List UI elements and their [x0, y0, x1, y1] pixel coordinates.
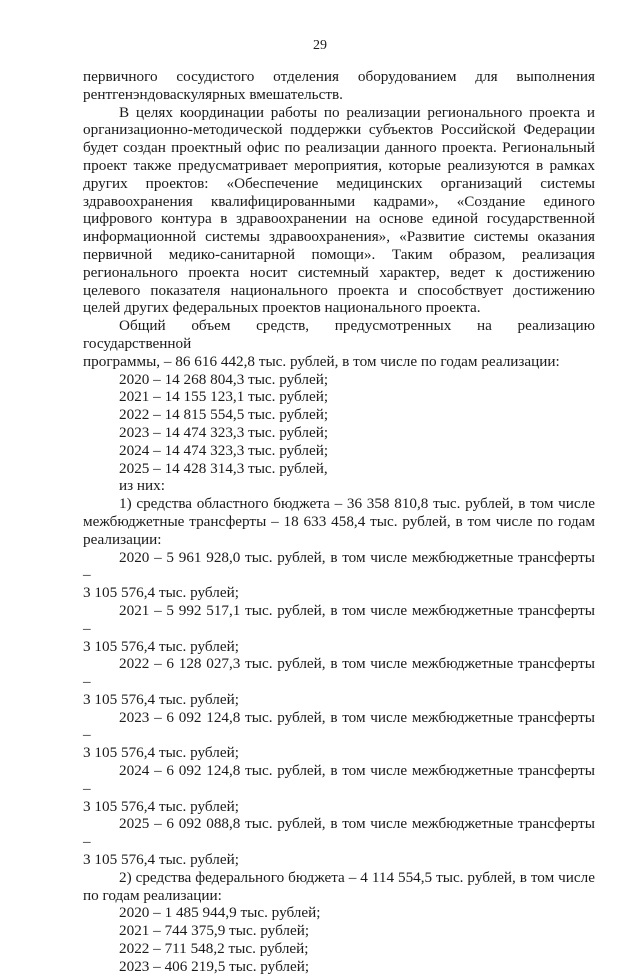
regional-year-transfers: 3 105 576,4 тыс. рублей; [83, 851, 239, 869]
regional-budget-first-line: 1) средства областного бюджета – 36 358 810,8 тыс. рублей, в том числе [119, 495, 595, 513]
list-item: 2020 – 1 485 944,9 тыс. рублей; [119, 904, 321, 922]
regional-year-line: 2020 – 5 961 928,0 тыс. рублей, в том числе межбюджетные трансферты – [83, 548, 595, 584]
regional-year-transfers: 3 105 576,4 тыс. рублей; [83, 690, 239, 708]
regional-year-line: 2024 – 6 092 124,8 тыс. рублей, в том числе межбюджетные трансферты – [83, 762, 595, 797]
list-item: 2025 – 14 428 314,3 тыс. рублей, [119, 459, 328, 477]
paragraph-total-funding-line-2: программы, – 86 616 442,8 тыс. рублей, в том числе по годам реализации: [83, 352, 560, 370]
regional-year-transfers: 3 105 576,4 тыс. рублей; [83, 744, 239, 762]
regional-budget-line-2: межбюджетные трансферты – 18 633 458,4 тыс. рублей, в том числе по годам [83, 512, 595, 530]
federal-budget-line-2: по годам реализации: [83, 886, 222, 904]
regional-year-transfers: 3 105 576,4 тыс. рублей; [83, 584, 239, 602]
paragraph-coordination-first-line: В целях координации работы по реализации регионального проекта и [119, 103, 595, 121]
federal-budget-first-line: 2) средства федерального бюджета – 4 114 554,5 тыс. рублей, в том числе [119, 868, 595, 886]
list-item: 2022 – 14 815 554,5 тыс. рублей; [119, 406, 329, 424]
regional-year-line: 2021 – 5 992 517,1 тыс. рублей, в том числе межбюджетные трансферты – [83, 601, 595, 637]
regional-year-transfers: 3 105 576,4 тыс. рублей; [83, 797, 239, 815]
paragraph-total-funding-first-line: Общий объем средств, предусмотренных на реализацию государственной [83, 317, 595, 352]
list-item: 2022 – 711 548,2 тыс. рублей; [119, 940, 309, 958]
page-number: 29 [313, 38, 327, 53]
regional-year-line: 2025 – 6 092 088,8 тыс. рублей, в том числе межбюджетные трансферты – [83, 815, 595, 851]
list-item: 2023 – 406 219,5 тыс. рублей; [119, 957, 310, 975]
total-funding-by-year-list [83, 371, 595, 496]
federal-funding-by-year-list [83, 904, 595, 975]
paragraph-continuation-line-2: рентгенэндоваскулярных вмешательств. [83, 85, 343, 103]
regional-year-line: 2022 – 6 128 027,3 тыс. рублей, в том числе межбюджетные трансферты – [83, 655, 595, 691]
document-body [83, 68, 595, 976]
paragraph-continuation-line-1: первичного сосудистого отделения оборудованием для выполнения [83, 68, 595, 85]
paragraph-coordination-body: организационно-методической поддержки субъектов Российской Федерации будет создан проектный офис по реализации данного проекта. Региональный проект также предусматривает мероприятия, которые реализуются в рамках других проектов: «Обеспечение медицинских организаций системы здравоохранения квалифицированными кадрами», «Создание единого цифрового контура в здравоохранении на основе единой государственной информационной системы здравоохранения», «Развитие системы оказания первичной медико-санитарной помощи». Таким образом, реализация регионального проекта носит системный характер, ведет к достижению целевого показателя национального проекта и способствует достижению целей других федеральных проектов национального проекта. [83, 121, 595, 317]
list-item: из них: [119, 477, 165, 495]
regional-budget-line-3: реализации: [83, 530, 162, 548]
list-item: 2021 – 744 375,9 тыс. рублей; [119, 922, 310, 940]
list-item: 2023 – 14 474 323,3 тыс. рублей; [119, 423, 329, 441]
list-item: 2021 – 14 155 123,1 тыс. рублей; [119, 388, 329, 406]
list-item: 2020 – 14 268 804,3 тыс. рублей; [119, 370, 329, 388]
regional-year-line: 2023 – 6 092 124,8 тыс. рублей, в том числе межбюджетные трансферты – [83, 708, 595, 744]
list-item: 2024 – 14 474 323,3 тыс. рублей; [119, 441, 329, 459]
regional-year-transfers: 3 105 576,4 тыс. рублей; [83, 637, 239, 655]
